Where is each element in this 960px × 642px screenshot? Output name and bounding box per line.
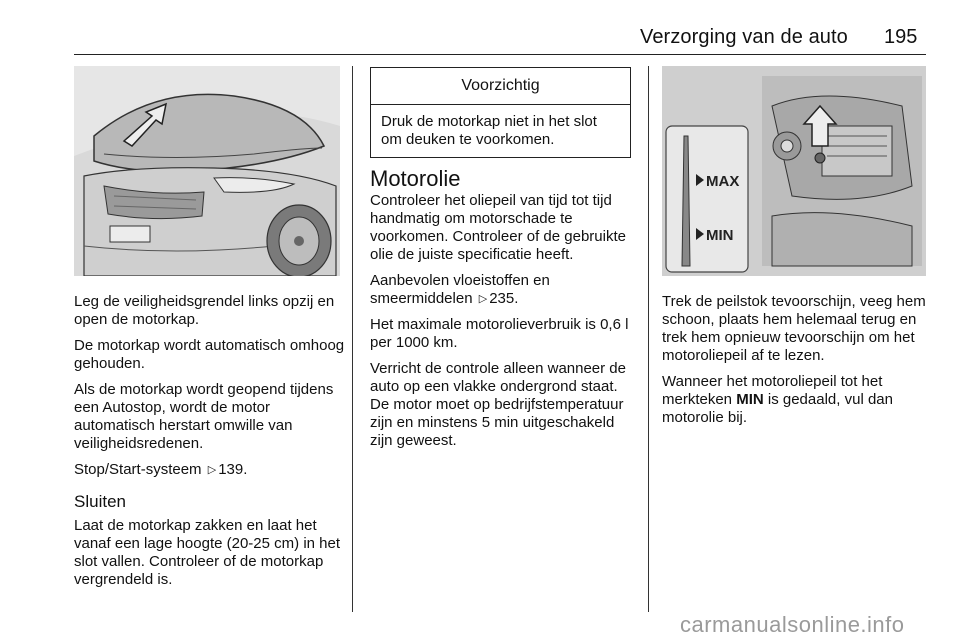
paragraph-part: Wanneer het motoroliepeil tot het merkteken <box>662 373 883 408</box>
paragraph: Trek de peilstok tevoorschijn, veeg hem schoon, plaats hem helemaal terug en trek hem opnieuw tevoorschijn om het motoroliepeil af te lezen. <box>662 293 926 364</box>
page-header-title: Verzorging van de auto <box>640 26 848 48</box>
paragraph: De motorkap wordt automatisch omhoog gehouden. <box>74 337 345 372</box>
left-column <box>74 293 346 597</box>
dipstick-illustration <box>662 66 926 276</box>
dipstick-max-label: MAX <box>706 173 740 190</box>
min-mark: MIN <box>736 391 764 408</box>
paragraph-min <box>662 373 928 427</box>
caution-text: Druk de motorkap niet in het slot om deuken te voorkomen. <box>381 113 597 148</box>
paragraph: Laat de motorkap zakken en laat het vanaf een lage hoogte (20-25 cm) in het slot vallen. Controleer of de motorkap vergrendeld is. <box>74 517 341 588</box>
arrow-ref-icon: ▷ <box>478 293 488 305</box>
section-heading: Sluiten <box>74 492 126 511</box>
column-divider-2 <box>648 66 649 612</box>
reference-page: 235. <box>489 290 519 307</box>
caution-title: Voorzichtig <box>371 68 630 105</box>
hood-illustration <box>74 66 340 276</box>
header-rule <box>74 54 926 55</box>
watermark: carmanualsonline.info <box>680 612 905 637</box>
paragraph: Het maximale motorolieverbruik is 0,6 l per 1000 km. <box>370 316 629 351</box>
dipstick-min-label: MIN <box>706 227 734 244</box>
reference-page: 139. <box>218 461 248 478</box>
page-number: 195 <box>884 26 918 48</box>
paragraph: Als de motorkap wordt geopend tijdens een Autostop, wordt de motor automatisch herstart omwille van veiligheidsredenen. <box>74 381 334 452</box>
reference-label: Stop/Start-systeem <box>74 461 202 478</box>
paragraph-reference <box>370 272 636 308</box>
paragraph-part: is gedaald, vul dan motorolie bij. <box>662 391 893 426</box>
paragraph: Leg de veiligheidsgrendel links opzij en open de motorkap. <box>74 293 335 328</box>
right-column <box>662 293 928 435</box>
paragraph: Verricht de controle alleen wanneer de auto op een vlakke ondergrond staat. De motor moet op bedrijfstemperatuur zijn en minstens 5 min uitgeschakeld zijn geweest. <box>370 360 626 449</box>
arrow-ref-icon: ▷ <box>207 464 217 476</box>
paragraph: Controleer het oliepeil van tijd tot tijd handmatig om motorschade te voorkomen. Controleer of de gebruikte olie de juiste specificatie heeft. <box>370 192 626 263</box>
paragraph-reference <box>74 461 346 479</box>
reference-label: Aanbevolen vloeistoffen en smeermiddelen <box>370 272 550 307</box>
section-heading: Motorolie <box>370 166 461 191</box>
middle-column <box>370 166 636 458</box>
column-divider-1 <box>352 66 353 612</box>
caution-box <box>370 67 631 158</box>
